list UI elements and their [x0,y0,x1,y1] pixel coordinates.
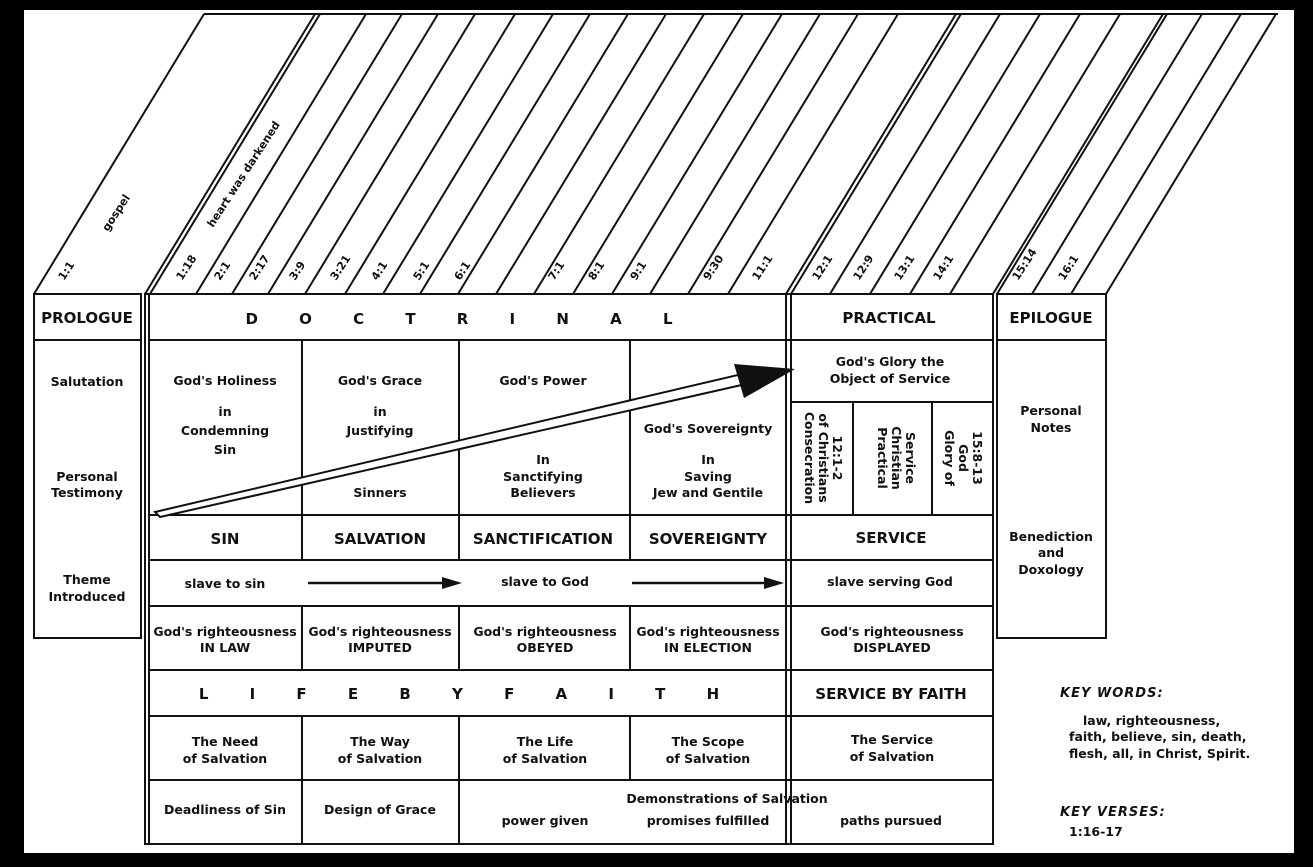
righteousness-value: IN ELECTION [664,640,752,655]
holiness-line: Condemning [180,423,270,438]
power-title: God's Power [499,373,587,388]
key-verses-title: KEY VERSES: [1060,805,1166,820]
grace-line: Sinners [353,485,407,500]
reference-label: 1:18 [173,252,200,283]
righteousness-value: OBEYED [516,640,574,655]
diag-label-heart: heart was darkened [204,118,283,230]
consecration-line: of Christians [816,413,831,503]
practical-title: PRACTICAL [842,309,936,327]
righteousness-value: IN LAW [199,640,251,655]
practical-service-line: Service [903,432,918,484]
power-given: power given [501,813,589,828]
prologue-item: Introduced [48,589,126,604]
theme-sovereignty: SOVEREIGNTY [648,530,768,548]
glory-line: Object of Service [829,371,951,386]
reference-label: 7:1 [545,259,568,283]
holiness-title: God's Holiness [173,373,277,388]
righteousness-prefix: God's righteousness [308,624,452,639]
reference-label: 6:1 [451,259,474,283]
doctrinal-title: D O C T R I N A L [245,310,691,328]
consecration-line: Consecration [802,411,817,505]
glory-of-god-line: God [956,444,971,472]
righteousness-prefix: God's righteousness [473,624,617,639]
prologue-item: Testimony [51,485,123,500]
reference-label: 5:1 [410,259,433,283]
reference-label: 2:17 [246,252,273,283]
key-verses-value: 1:16-17 [1069,824,1123,839]
service-line: of Salvation [849,749,935,764]
epilogue-bene: Doxology [1018,562,1084,577]
life-by-faith: L I F E B Y F A I T H [198,685,738,703]
way-line: of Salvation [337,751,423,766]
epilogue-bene: and [1037,545,1065,560]
grace-line: Justifying [346,423,414,438]
prologue-title: PROLOGUE [41,309,133,327]
righteousness-prefix: God's righteousness [820,624,964,639]
prologue-item: Salutation [50,374,124,389]
epilogue-notes: Notes [1030,420,1072,435]
key-words-line: law, righteousness, [1083,713,1221,728]
reference-label: 9:1 [627,259,650,283]
reference-label: 3:21 [327,252,354,283]
reference-label: 14:1 [930,252,957,283]
grace-title: God's Grace [337,373,423,388]
reference-label: 1:1 [55,259,78,283]
deadliness-of-sin: Deadliness of Sin [164,802,286,817]
righteousness-value: IMPUTED [348,640,412,655]
key-words-line: flesh, all, in Christ, Spirit. [1069,746,1251,761]
reference-label: 15:14 [1009,246,1040,283]
theme-salvation: SALVATION [333,530,427,548]
power-line: Believers [510,485,576,500]
key-words-line: faith, believe, sin, death, [1069,729,1247,744]
need-line: of Salvation [182,751,268,766]
sovereignty-line: Saving [684,469,732,484]
righteousness-value: DISPLAYED [853,640,931,655]
slave-serving-god: slave serving God [827,574,953,589]
reference-label: 3:9 [286,259,309,283]
consecration-line: 12:1-2 [830,435,845,481]
glory-of-god-line: 15:8-13 [970,431,985,485]
reference-label: 12:1 [809,252,836,283]
grace-line: in [373,404,387,419]
epilogue-bene: Benediction [1009,529,1093,544]
reference-label: 4:1 [368,259,391,283]
life-line: The Life [516,734,574,749]
prologue-item: Theme [63,572,111,587]
reference-label: 8:1 [585,259,608,283]
diag-label-gospel: gospel [99,192,133,234]
way-line: The Way [350,734,410,749]
holiness-line: Sin [213,442,237,457]
service-by-faith: SERVICE BY FAITH [815,685,967,703]
prologue-item: Personal [56,469,118,484]
reference-label: 13:1 [891,252,918,283]
service-line: The Service [850,732,934,747]
key-words-title: KEY WORDS: [1060,686,1164,701]
reference-label: 2:1 [211,259,234,283]
righteousness-prefix: God's righteousness [636,624,780,639]
reference-label: 16:1 [1055,252,1082,283]
practical-service-line: Christian [889,426,904,490]
sovereignty-title: God's Sovereignty [643,421,773,436]
promises-fulfilled: promises fulfilled [646,813,770,828]
holiness-line: in [218,404,232,419]
theme-sin: SIN [210,530,240,548]
sovereignty-line: In [701,452,715,467]
righteousness-prefix: God's righteousness [153,624,297,639]
practical-service-line: Practical [875,427,890,489]
design-of-grace: Design of Grace [324,802,436,817]
paths-pursued: paths pursued [840,813,942,828]
demonstrations-of-salvation: Demonstrations of Salvation [626,791,828,806]
slave-to-sin: slave to sin [184,576,266,591]
epilogue-title: EPILOGUE [1009,309,1093,327]
scope-line: The Scope [671,734,745,749]
power-line: Sanctifying [503,469,583,484]
epilogue-notes: Personal [1020,403,1082,418]
reference-label: 11:1 [749,252,776,283]
power-line: In [536,452,550,467]
theme-sanctification: SANCTIFICATION [472,530,614,548]
need-line: The Need [191,734,259,749]
theme-service: SERVICE [855,529,927,547]
life-line: of Salvation [502,751,588,766]
glory-of-god-line: Glory of [942,430,957,486]
slave-to-god: slave to God [501,574,589,589]
reference-label: 9:30 [700,252,727,283]
sovereignty-line: Jew and Gentile [652,485,764,500]
scope-line: of Salvation [665,751,751,766]
reference-label: 12:9 [850,252,877,283]
glory-line: God's Glory the [835,354,945,369]
